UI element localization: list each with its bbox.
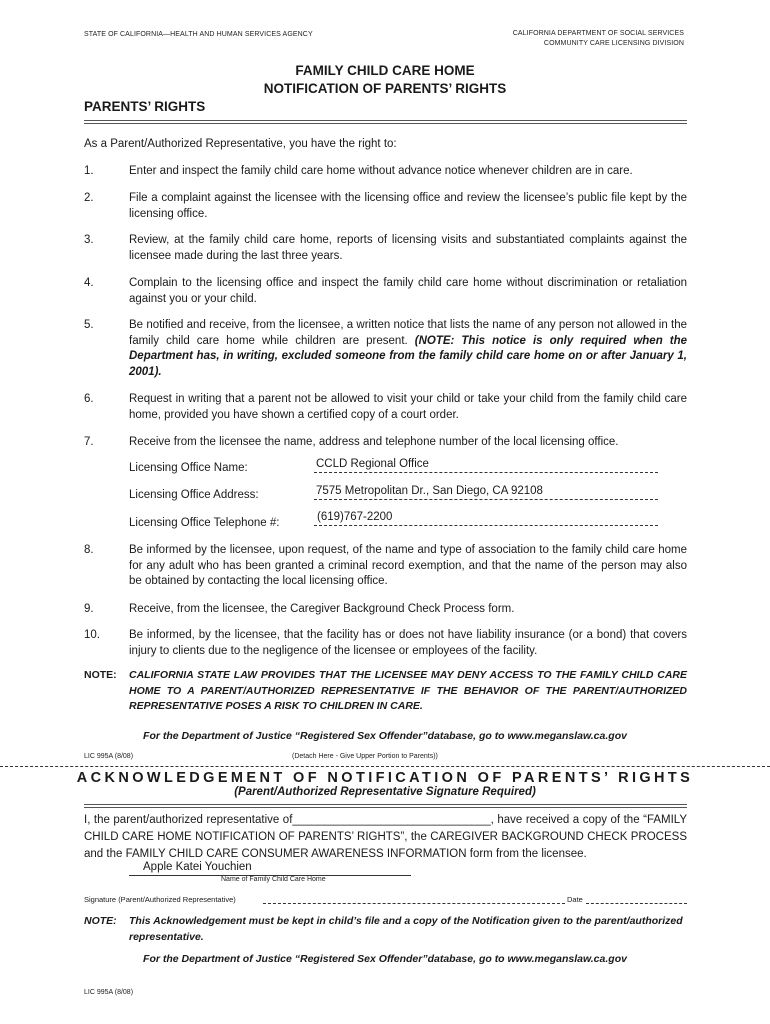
acknowledgement-note [84, 914, 687, 945]
item-number: 1. [84, 165, 94, 177]
licensing-office-address-field[interactable] [314, 485, 658, 500]
detach-instruction: (Detach Here - Give Upper Portion to Parents)) [292, 753, 438, 760]
right-item-2 [84, 191, 687, 222]
acknowledgement-paragraph: I, the parent/authorized representative of_______________________________, have received a copy of the “FAMILY CHILD CARE HOME NOTIFICATION OF PARENTS’ RIGHTS”, the CAREGIVER BACKGROUND CHECK PROCESS and the FAMILY CHILD CARE CONSUMER AWARENESS INFORMATION form from the licensee. [84, 814, 687, 860]
item-text: Complain to the licensing office and inspect the family child care home without discrimination or retaliation against you or your child. [129, 277, 687, 305]
item-number: 8. [84, 544, 94, 556]
right-item-8 [84, 543, 687, 590]
note-text: This Acknowledgement must be kept in child’s file and a copy of the Notification given to the parent/authorized representative. [129, 915, 683, 943]
item-text: Receive from the licensee the name, address and telephone number of the local licensing office. [129, 436, 619, 448]
item-number: 5. [84, 319, 94, 331]
right-item-7 [84, 435, 687, 451]
note-label: NOTE: [84, 915, 117, 927]
acknowledgement-title: ACKNOWLEDGEMENT OF NOTIFICATION OF PARENTS’ RIGHTS [76, 770, 694, 786]
agency-header: STATE OF CALIFORNIA—HEALTH AND HUMAN SERVICES AGENCY [84, 31, 313, 38]
right-item-10 [84, 628, 687, 659]
date-label: Date [567, 895, 583, 904]
licensing-office-phone-field[interactable] [314, 511, 658, 526]
item-note: (NOTE: This notice is only required when the Department has, in writing, excluded someone from the family child care home on or after January 1, 2001). [129, 334, 688, 378]
item-text: File a complaint against the licensee with the licensing office and review the licensee’s public file kept by the licensing office. [129, 192, 687, 220]
signature-field[interactable] [263, 903, 565, 904]
licensee-name-value: Apple Katei Youchien [143, 861, 252, 873]
licensing-office-address-value: 7575 Metropolitan Dr., San Diego, CA 92108 [316, 485, 543, 497]
note-text: CALIFORNIA STATE LAW PROVIDES THAT THE LICENSEE MAY DENY ACCESS TO THE FAMILY CHILD CARE HOME TO A PARENT/AUTHORIZED REPRESENTATIVE IF THE BEHAVIOR OF THE PARENT/AUTHORIZED REPRESENTATIVE POSES A RISK TO CHILDREN IN CARE. [129, 669, 687, 712]
section-title: PARENTS’ RIGHTS [84, 99, 206, 114]
licensing-office-phone-label: Licensing Office Telephone #: [129, 517, 280, 529]
licensing-office-address-label: Licensing Office Address: [129, 489, 259, 501]
right-item-9 [84, 602, 687, 618]
licensing-office-name-value: CCLD Regional Office [316, 458, 429, 470]
item-number: 7. [84, 436, 94, 448]
date-field[interactable] [586, 903, 687, 904]
right-item-3 [84, 233, 687, 264]
division-name: COMMUNITY CARE LICENSING DIVISION [543, 40, 684, 47]
signature-label: Signature (Parent/Authorized Representative) [84, 895, 236, 904]
title-line-2: NOTIFICATION OF PARENTS’ RIGHTS [263, 81, 507, 96]
acknowledgement-subtitle: (Parent/Authorized Representative Signature Required) [234, 786, 536, 798]
item-number: 3. [84, 234, 94, 246]
licensee-name-field[interactable] [129, 861, 411, 876]
item-text [129, 318, 687, 380]
right-item-6 [84, 392, 687, 423]
right-item-1 [84, 164, 687, 180]
item-number: 4. [84, 277, 94, 289]
state-law-note [84, 668, 687, 715]
licensing-office-name-field[interactable] [314, 458, 658, 473]
licensing-office-name-label: Licensing Office Name: [129, 462, 248, 474]
department-header [513, 29, 684, 49]
section-divider [84, 120, 687, 124]
title-line-1: FAMILY CHILD CARE HOME [295, 63, 475, 78]
page-title [0, 62, 770, 98]
item-number: 6. [84, 393, 94, 405]
licensee-name-caption: Name of Family Child Care Home [221, 876, 326, 883]
item-number: 2. [84, 192, 94, 204]
note-label: NOTE: [84, 669, 117, 681]
item-text: Be informed by the licensee, upon request, of the name and type of association to the family child care home for any adult who has been granted a criminal record exemption, and that the name of the person may also be obtained by contacting the local licensing office. [129, 544, 687, 587]
right-item-4 [84, 276, 687, 307]
right-item-5 [84, 318, 687, 380]
item-text: Be informed, by the licensee, that the facility has or does not have liability insurance (or a bond) that covers injury to clients due to the negligence of the licensee or employees of the facility. [129, 629, 687, 657]
department-name: CALIFORNIA DEPARTMENT OF SOCIAL SERVICES [512, 30, 684, 37]
form-code-bottom: LIC 995A (8/08) [84, 989, 134, 996]
acknowledgement-divider [84, 804, 687, 808]
item-text: Request in writing that a parent not be allowed to visit your child or take your child from the family child care home, provided you have shown a certified copy of a court order. [129, 393, 687, 421]
doj-megans-law-text: For the Department of Justice “Registered Sex Offender”database, go to www.meganslaw.ca.gov [143, 730, 627, 742]
item-text: Review, at the family child care home, reports of licensing visits and substantiated complaints against the licensee made during the last three years. [129, 234, 687, 262]
item-text: Enter and inspect the family child care home without advance notice whenever children are in care. [129, 165, 633, 177]
item-text: Receive, from the licensee, the Caregiver Background Check Process form. [129, 603, 515, 615]
detach-cut-line[interactable] [0, 766, 770, 767]
form-code-top: LIC 995A (8/08) [84, 753, 134, 760]
item-text-body: Be notified and receive, from the licensee, a written notice that lists the name of any person not allowed in the family child care home while children are present. [129, 319, 687, 347]
item-number: 10. [84, 629, 100, 641]
doj-megans-law-text-bottom: For the Department of Justice “Registered Sex Offender”database, go to www.meganslaw.ca.gov [143, 953, 627, 965]
licensing-office-phone-value: (619)767-2200 [317, 511, 393, 523]
intro-text: As a Parent/Authorized Representative, you have the right to: [84, 138, 397, 150]
item-number: 9. [84, 603, 94, 615]
